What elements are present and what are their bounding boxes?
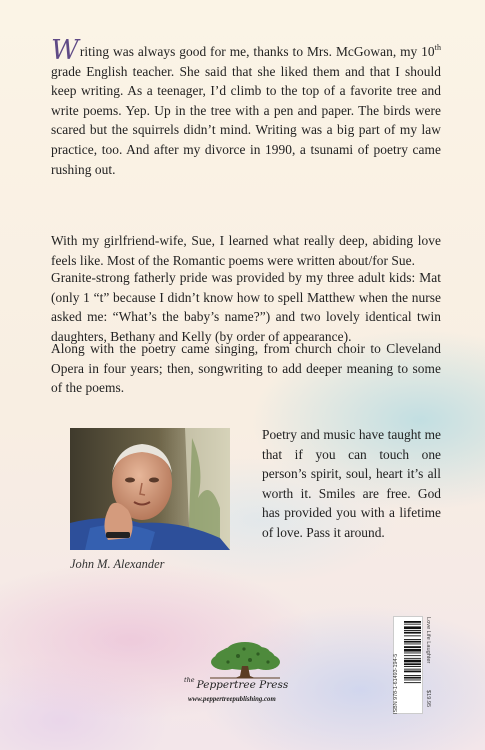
barcode-bar <box>404 655 421 656</box>
publisher-name <box>184 676 288 691</box>
bio-paragraph-1-text-b: grade English teacher. She said that she liked them and that I should keep writing. As a teenager, I’d climb to the top of a favorite tree and write poems. Yep. Up in the tree with a pen and paper. The birds were scared but the squirrels didn’t mind. Writing was a big part of my law practice, too. And after my divorce in 1990, a tsunami of poetry came rushing out. <box>51 63 441 177</box>
barcode-bar <box>404 680 421 681</box>
bio-paragraph-4: Along with the poetry came singing, from church choir to Cleveland Opera in four years; then, songwriting to add deeper meaning to some of the poems. <box>51 341 441 396</box>
author-photo <box>70 428 230 550</box>
barcode-bar <box>404 632 421 634</box>
barcode-bar <box>404 630 421 631</box>
ordinal-suffix: th <box>434 43 441 52</box>
barcode-bar <box>404 649 421 652</box>
barcode-bar <box>404 635 421 636</box>
barcode-bar <box>404 653 421 654</box>
barcode-bar <box>404 646 421 648</box>
bio-paragraph-2: With my girlfriend-wife, Sue, I learned what really deep, abiding love feels like. Most of the Romantic poems were written about/for Sue. <box>51 233 441 268</box>
barcode-bar <box>404 677 421 679</box>
barcode-bar <box>404 671 421 673</box>
publisher-the: the <box>184 676 195 684</box>
author-photo-illustration <box>70 428 230 550</box>
isbn-number: ISBN 978-1-61493-194-5 <box>393 653 399 714</box>
barcode-bar <box>404 658 421 659</box>
barcode-bar <box>404 621 421 623</box>
drop-cap: W <box>51 35 79 66</box>
bio-paragraph-5: Poetry and music have taught me that if you can touch one person’s spirit, soul, heart it’s all worth it. Smiles are free. God has provided you with a lifetime of love. Pass it around. <box>262 427 441 540</box>
price-label: $19.95 <box>425 690 431 708</box>
barcode-bar <box>404 666 421 667</box>
barcode-bar <box>404 663 421 665</box>
barcode-bar <box>404 682 421 683</box>
publisher-url: www.peppertreepublishing.com <box>188 696 276 703</box>
barcode-bar <box>404 669 421 670</box>
barcode-bar <box>404 639 421 640</box>
bio-paragraph-1 <box>51 35 441 179</box>
barcode-bar <box>404 626 421 629</box>
bio-paragraph-1-text-a: riting was always good for me, thanks to Mrs. McGowan, my 10 <box>79 44 435 59</box>
author-caption: John M. Alexander <box>70 557 165 571</box>
spine-title-label: Love Life Laughter <box>425 617 431 664</box>
bio-paragraph-3: Granite-strong fatherly pride was provided by my three adult kids: Mat (only 1 “t” because I didn’t know how to spell Matthew when the nurse asked me: “What’s the baby’s name?”) and two lovely identical twin daughters, Bethany and Kelly (by order of appearance). <box>51 270 441 344</box>
barcode-bar <box>404 660 421 663</box>
publisher-name-text: Peppertree Press <box>196 679 289 691</box>
barcode-bar <box>404 675 421 676</box>
barcode-bar <box>404 624 421 625</box>
barcode-bar <box>404 641 421 643</box>
barcode-bar <box>404 644 421 645</box>
